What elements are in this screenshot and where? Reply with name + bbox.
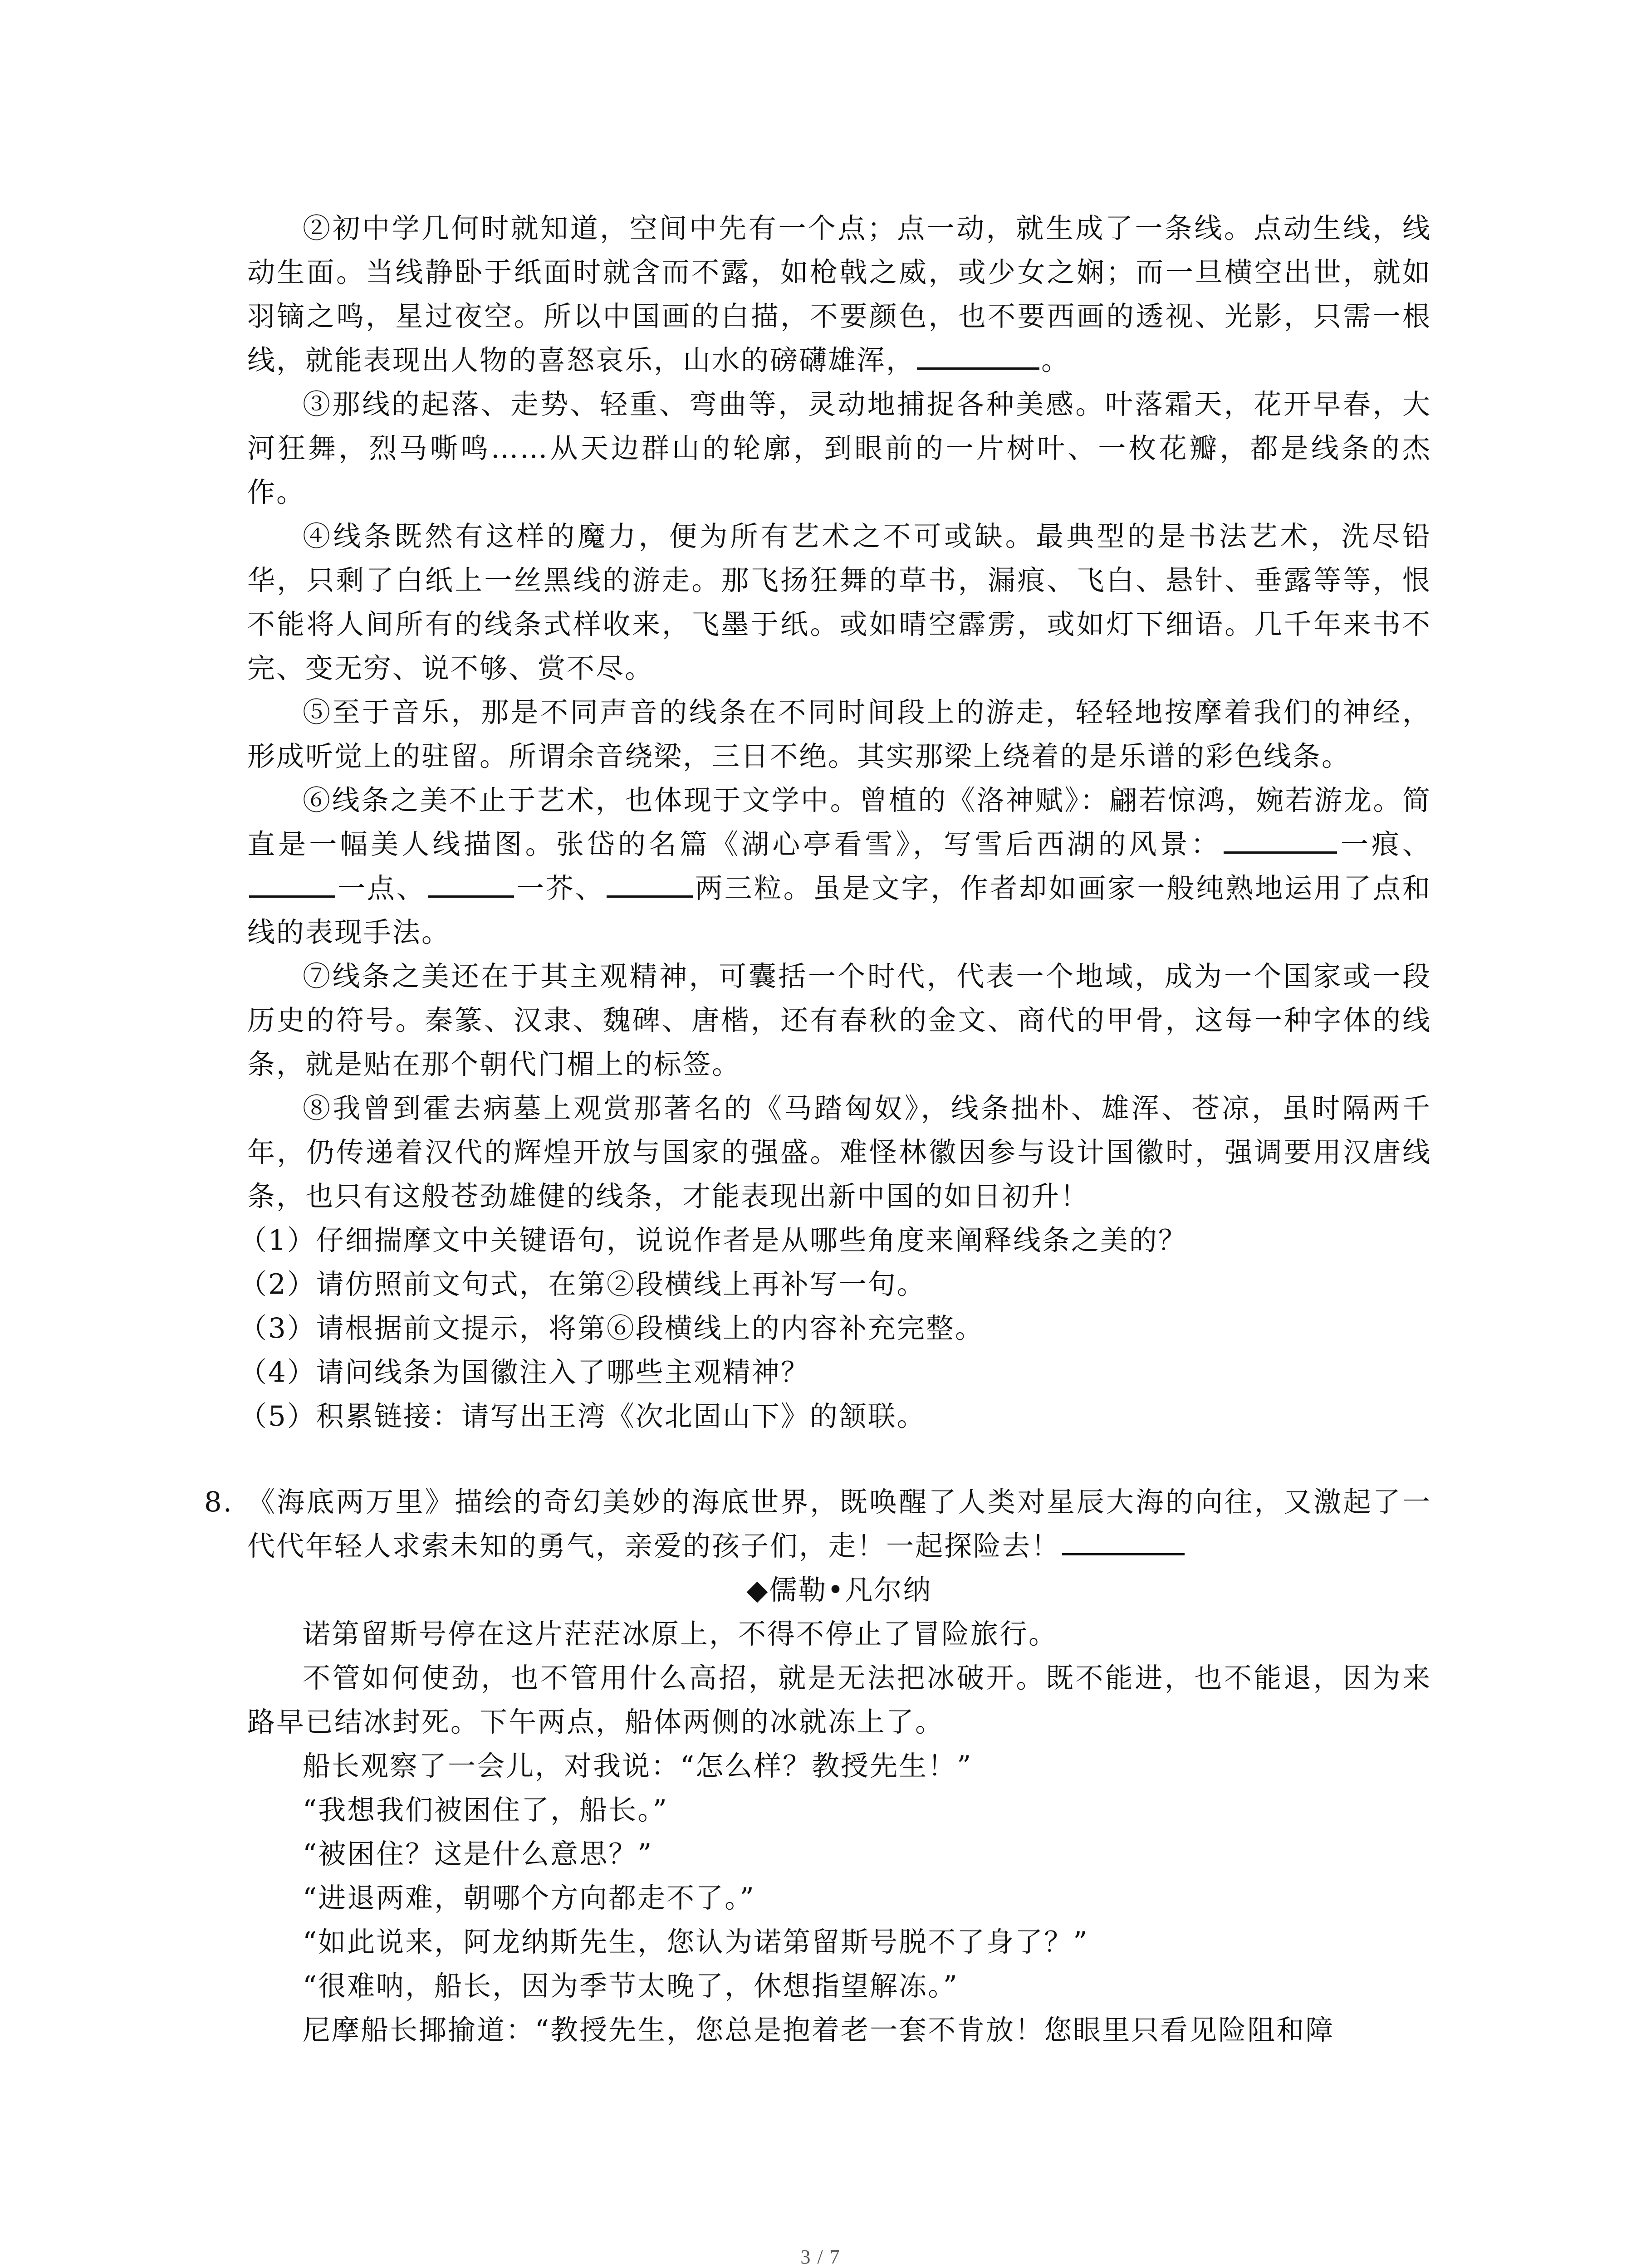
story-paragraph: “很难呐，船长，因为季节太晚了，休想指望解冻。”	[303, 1970, 959, 2002]
story-author: ◆儒勒•凡尔纳	[746, 1574, 932, 1606]
story-paragraph: “如此说来，阿龙纳斯先生，您认为诺第留斯号脱不了身了？”	[303, 1926, 1089, 1958]
answer-blank	[249, 867, 335, 898]
question-8	[204, 1480, 1431, 1568]
question-2: （2）请仿照前文句式，在第②段横线上再补写一句。	[239, 1268, 926, 1300]
page-number: 3 / 7	[800, 2246, 841, 2268]
story-paragraph: “进退两难，朝哪个方向都走不了。”	[303, 1882, 755, 1914]
paragraph-2	[247, 206, 1431, 382]
question-3: （3）请根据前文提示，将第⑥段横线上的内容补充完整。	[239, 1312, 984, 1344]
answer-blank	[607, 867, 693, 898]
paragraph-8: ⑧我曾到霍去病墓上观赏那著名的《马踏匈奴》，线条拙朴、雄浑、苍凉，虽时隔两千年，仍传递着汉代的辉煌开放与国家的强盛。难怪林徽因参与设计国徽时，强调要用汉唐线条，也只有这般苍劲雄健的线条，才能表现出新中国的如日初升！	[247, 1092, 1431, 1212]
paragraph-3: ③那线的起落、走势、轻重、弯曲等，灵动地捕捉各种美感。叶落霜天，花开早春，大河狂舞，烈马嘶鸣……从天边群山的轮廓，到眼前的一片树叶、一枚花瓣，都是线条的杰作。	[247, 388, 1431, 508]
question-5: （5）积累链接：请写出王湾《次北固山下》的颔联。	[239, 1400, 926, 1432]
story-paragraph: “我想我们被困住了，船长。”	[303, 1794, 668, 1826]
answer-blank	[917, 339, 1039, 370]
question-8-number: 8.	[204, 1486, 234, 1518]
paragraph-2-text: ②初中学几何时就知道，空间中先有一个点；点一动，就生成了一条线。点动生线，线动生面。当线静卧于纸面时就含而不露，如枪戟之威，或少女之娴；而一旦横空出世，就如羽镝之鸣，星过夜空。所以中国画的白描，不要颜色，也不要西画的透视、光影，只需一根线，就能表现出人物的喜怒哀乐，山水的磅礴雄浑，	[247, 212, 1431, 376]
document-content	[204, 206, 1431, 2052]
paragraph-6-seg1: 一痕、	[1338, 828, 1431, 860]
story-paragraph: 船长观察了一会儿，对我说：“怎么样？教授先生！”	[303, 1750, 973, 1782]
paragraph-5: ⑤至于音乐，那是不同声音的线条在不同时间段上的游走，轻轻地按摩着我们的神经，形成听觉上的驻留。所谓余音绕梁，三日不绝。其实那梁上绕着的是乐谱的彩色线条。	[247, 696, 1431, 772]
paragraph-6	[247, 778, 1431, 954]
paragraph-6-seg2: 一点、	[337, 872, 426, 904]
story-paragraph: 尼摩船长揶揄道：“教授先生，您总是抱着老一套不肯放！您眼里只看见险阻和障	[303, 2014, 1335, 2046]
paragraph-6-seg3: 一芥、	[515, 872, 605, 904]
paragraph-6-intro: ⑥线条之美不止于艺术，也体现于文学中。曾植的《洛神赋》：翩若惊鸿，婉若游龙。简直是一幅美人线描图。张岱的名篇《湖心亭看雪》，写雪后西湖的风景：	[247, 784, 1431, 860]
paragraph-2-end: 。	[1041, 344, 1071, 376]
question-1: （1）仔细揣摩文中关键语句，说说作者是从哪些角度来阐释线条之美的？	[239, 1224, 1187, 1256]
paragraph-4: ④线条既然有这样的魔力，便为所有艺术之不可或缺。最典型的是书法艺术，洗尽铅华，只剩了白纸上一丝黑线的游走。那飞扬狂舞的草书，漏痕、飞白、悬针、垂露等等，恨不能将人间所有的线条式样收来，飞墨于纸。或如晴空霹雳，或如灯下细语。几千年来书不完、变无穷、说不够、赏不尽。	[247, 520, 1431, 684]
answer-blank	[428, 867, 514, 898]
story-paragraph: “被困住？这是什么意思？”	[303, 1838, 653, 1870]
question-4: （4）请问线条为国徽注入了哪些主观精神？	[239, 1356, 810, 1388]
paragraph-7: ⑦线条之美还在于其主观精神，可囊括一个时代，代表一个地域，成为一个国家或一段历史的符号。秦篆、汉隶、魏碑、唐楷，还有春秋的金文、商代的甲骨，这每一种字体的线条，就是贴在那个朝代门楣上的标签。	[247, 960, 1431, 1080]
story-paragraph: 诺第留斯号停在这片茫茫冰原上，不得不停止了冒险旅行。	[303, 1618, 1058, 1650]
story-paragraph: 不管如何使劲，也不管用什么高招，就是无法把冰破开。既不能进，也不能退，因为来路早已结冰封死。下午两点，船体两侧的冰就冻上了。	[247, 1662, 1431, 1738]
question-8-prompt: 《海底两万里》描绘的奇幻美妙的海底世界，既唤醒了人类对星辰大海的向往，又激起了一代代年轻人求索未知的勇气，亲爱的孩子们，走！一起探险去！	[247, 1486, 1431, 1562]
answer-blank	[1062, 1525, 1185, 1555]
paragraph-6-seg4: 两三粒。虽是文字，作者却如画家一般纯熟地运用了点和线的表现手法。	[247, 872, 1431, 948]
answer-blank	[1224, 823, 1337, 854]
